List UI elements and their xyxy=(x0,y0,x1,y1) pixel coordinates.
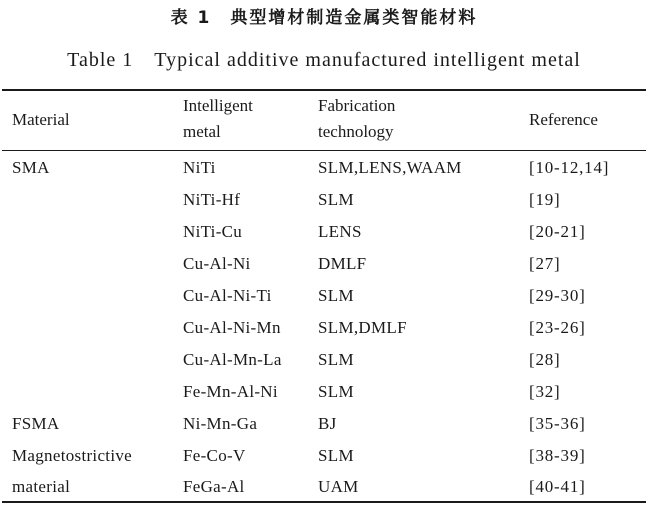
table-row xyxy=(0,408,648,440)
cell-intelligent-metal: Cu-Al-Mn-La xyxy=(183,350,282,369)
cell-reference: [10-12,14] xyxy=(529,158,610,177)
table-row xyxy=(0,471,648,503)
cell-fabrication-technology: SLM xyxy=(318,382,354,401)
header-intelligent-metal-line1: Intelligent xyxy=(183,96,253,115)
table-header-rule xyxy=(2,150,646,151)
cell-intelligent-metal: Ni-Mn-Ga xyxy=(183,414,258,433)
cell-reference: [19] xyxy=(529,190,561,209)
cell-fabrication-technology: SLM xyxy=(318,286,354,305)
header-reference: Reference xyxy=(529,110,598,129)
cell-reference: [32] xyxy=(529,382,561,401)
cell-fabrication-technology: SLM,LENS,WAAM xyxy=(318,158,462,177)
table-row xyxy=(0,152,648,184)
cell-reference: [38-39] xyxy=(529,446,586,465)
header-material: Material xyxy=(12,110,70,129)
table-row xyxy=(0,312,648,344)
cell-reference: [35-36] xyxy=(529,414,586,433)
cell-fabrication-technology: UAM xyxy=(318,477,359,496)
cell-fabrication-technology: LENS xyxy=(318,222,362,241)
header-intelligent-metal-line2: metal xyxy=(183,122,221,141)
cell-intelligent-metal: Fe-Co-V xyxy=(183,446,246,465)
header-fabrication-line1: Fabrication xyxy=(318,96,396,115)
cell-material: SMA xyxy=(12,158,50,177)
cell-fabrication-technology: SLM,DMLF xyxy=(318,318,407,337)
header-fabrication-line2: technology xyxy=(318,122,394,141)
header-intelligent-metal xyxy=(183,93,253,145)
cell-intelligent-metal: Cu-Al-Ni xyxy=(183,254,251,273)
header-fabrication-technology xyxy=(318,93,395,145)
cell-intelligent-metal: Fe-Mn-Al-Ni xyxy=(183,382,278,401)
table-top-rule xyxy=(2,89,646,91)
table-row xyxy=(0,440,648,472)
cell-intelligent-metal: FeGa-Al xyxy=(183,477,245,496)
cell-reference: [27] xyxy=(529,254,561,273)
table-row xyxy=(0,280,648,312)
cell-intelligent-metal: Cu-Al-Ni-Mn xyxy=(183,318,281,337)
cell-reference: [23-26] xyxy=(529,318,586,337)
cell-reference: [20-21] xyxy=(529,222,586,241)
cell-fabrication-technology: DMLF xyxy=(318,254,367,273)
table-row xyxy=(0,248,648,280)
cell-reference: [28] xyxy=(529,350,561,369)
cell-intelligent-metal: NiTi-Hf xyxy=(183,190,241,209)
table-row xyxy=(0,184,648,216)
cell-intelligent-metal: Cu-Al-Ni-Ti xyxy=(183,286,272,305)
table-caption-chinese: 表 1 典型增材制造金属类智能材料 xyxy=(170,8,478,28)
cell-material: material xyxy=(12,477,71,496)
cell-fabrication-technology: BJ xyxy=(318,414,337,433)
table-caption-english: Table 1 Typical additive manufactured intelligent metal xyxy=(67,49,581,71)
cell-fabrication-technology: SLM xyxy=(318,446,354,465)
cell-reference: [40-41] xyxy=(529,477,586,496)
cell-material: FSMA xyxy=(12,414,60,433)
cell-material: Magnetostrictive xyxy=(12,446,132,465)
table-row xyxy=(0,344,648,376)
table-row xyxy=(0,216,648,248)
cell-fabrication-technology: SLM xyxy=(318,350,354,369)
cell-reference: [29-30] xyxy=(529,286,586,305)
table-bottom-rule xyxy=(2,501,646,503)
cell-fabrication-technology: SLM xyxy=(318,190,354,209)
cell-intelligent-metal: NiTi-Cu xyxy=(183,222,243,241)
cell-intelligent-metal: NiTi xyxy=(183,158,216,177)
table-row xyxy=(0,376,648,408)
